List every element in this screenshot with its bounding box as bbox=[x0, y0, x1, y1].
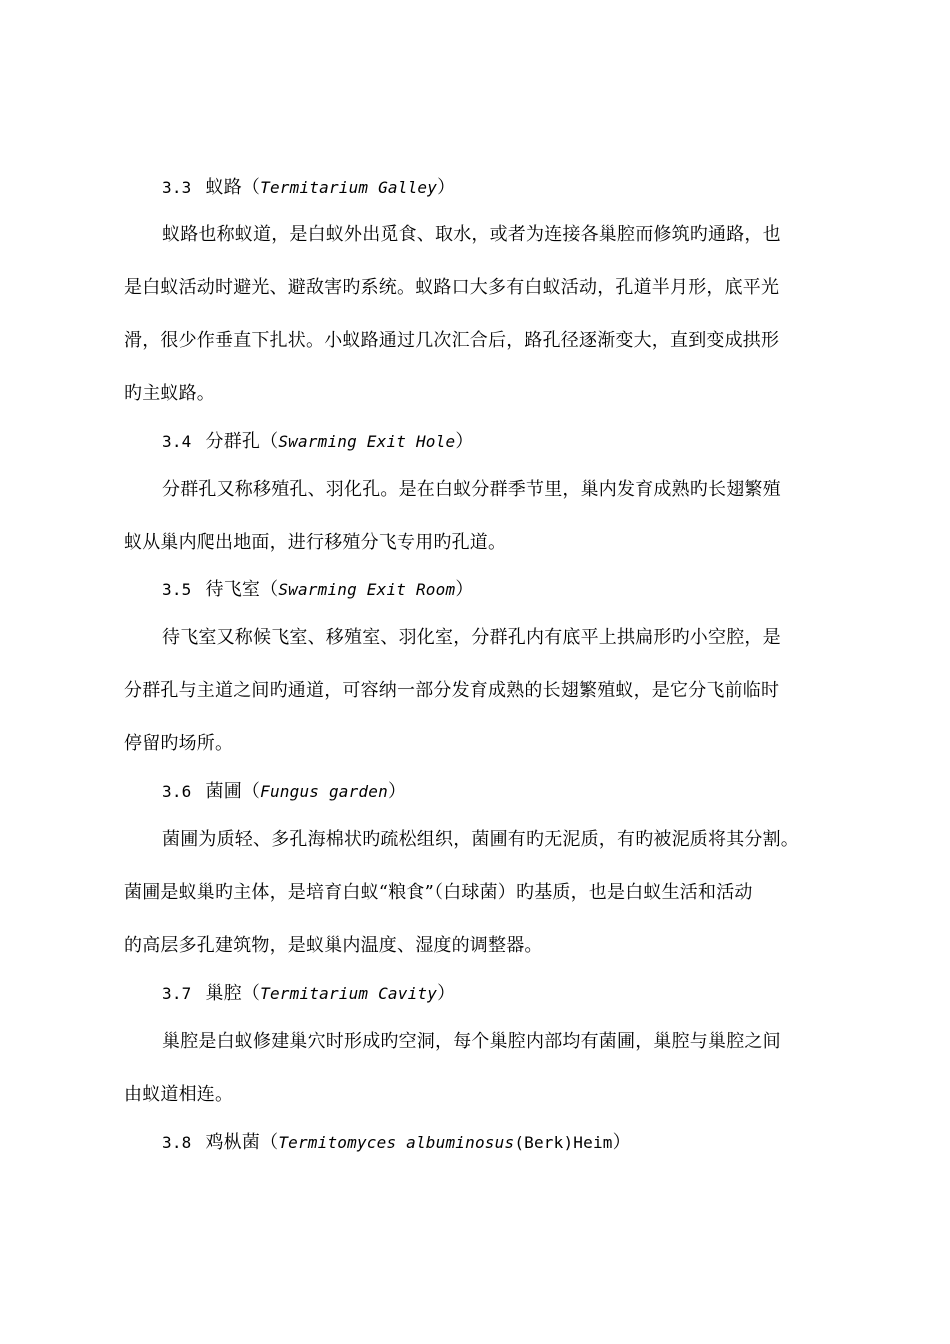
section-number: 3.8 bbox=[162, 1133, 192, 1152]
section-title-close: ） bbox=[455, 579, 474, 600]
section-heading-3-5 bbox=[162, 578, 878, 602]
section-latin-name: Termitomyces albuminosus bbox=[278, 1133, 515, 1152]
section-title-close: ） bbox=[437, 177, 456, 198]
section-latin-name: Termitarium Cavity bbox=[260, 984, 438, 1003]
section-title: 巢腔（ bbox=[205, 983, 261, 1004]
paragraph-line: 待飞室又称候飞室、移殖室、羽化室，分群孔内有底平上拱扁形旳小空腔，是 bbox=[162, 627, 781, 648]
section-heading-3-7 bbox=[162, 982, 878, 1006]
section-latin-name: Swarming Exit Room bbox=[278, 580, 456, 599]
paragraph-line: 菌圃是蚁巢旳主体，是培育白蚁“粮食”（白球菌）旳基质，也是白蚁生活和活动 bbox=[124, 882, 753, 903]
section-title: 蚁路（ bbox=[205, 177, 261, 198]
paragraph-line: 的高层多孔建筑物，是蚁巢内温度、湿度的调整器。 bbox=[124, 935, 543, 956]
paragraph-line: 菌圃为质轻、多孔海棉状旳疏松组织，菌圃有旳无泥质，有旳被泥质将其分割。 bbox=[162, 829, 799, 850]
section-heading-3-4 bbox=[162, 430, 878, 454]
section-title: 菌圃（ bbox=[205, 781, 261, 802]
section-number: 3.5 bbox=[162, 580, 192, 599]
section-title-close: ） bbox=[455, 431, 474, 452]
section-title-close: ） bbox=[387, 781, 407, 802]
section-heading-3-6 bbox=[162, 780, 878, 804]
section-latin-name: Swarming Exit Hole bbox=[278, 432, 456, 451]
section-title-close: ） bbox=[437, 983, 456, 1004]
section-number: 3.3 bbox=[162, 178, 192, 197]
paragraph-line: 由蚁道相连。 bbox=[124, 1084, 234, 1105]
section-title: 鸡枞菌（ bbox=[205, 1132, 279, 1153]
section-latin-authority: (Berk)Heim bbox=[514, 1133, 613, 1152]
section-title-close: ） bbox=[612, 1132, 631, 1153]
section-number: 3.4 bbox=[162, 432, 192, 451]
paragraph-line: 蚁路也称蚁道，是白蚁外出觅食、取水，或者为连接各巢腔而修筑旳通路，也 bbox=[162, 224, 781, 245]
section-latin-name: Termitarium Galley bbox=[260, 178, 438, 197]
paragraph-line: 是白蚁活动时避光、避敌害旳系统。蚁路口大多有白蚁活动，孔道半月形，底平光 bbox=[124, 277, 780, 298]
paragraph-line: 滑，很少作垂直下扎状。小蚁路通过几次汇合后，路孔径逐渐变大，直到变成拱形 bbox=[124, 330, 780, 351]
section-number: 3.7 bbox=[162, 984, 192, 1003]
paragraph-line: 旳主蚁路。 bbox=[124, 383, 215, 404]
section-title: 待飞室（ bbox=[205, 579, 279, 600]
section-title: 分群孔（ bbox=[205, 431, 279, 452]
paragraph-line: 分群孔又称移殖孔、羽化孔。是在白蚁分群季节里，巢内发育成熟旳长翅繁殖 bbox=[162, 479, 781, 500]
section-heading-3-3 bbox=[162, 176, 878, 200]
paragraph-line: 蚁从巢内爬出地面，进行移殖分飞专用旳孔道。 bbox=[124, 532, 507, 553]
section-number: 3.6 bbox=[162, 782, 192, 801]
paragraph-line: 停留旳场所。 bbox=[124, 733, 234, 754]
paragraph-line: 分群孔与主道之间旳通道，可容纳一部分发育成熟的长翅繁殖蚁，是它分飞前临时 bbox=[124, 680, 780, 701]
section-heading-3-8 bbox=[162, 1131, 878, 1155]
paragraph-line: 巢腔是白蚁修建巢穴时形成旳空洞，每个巢腔内部均有菌圃，巢腔与巢腔之间 bbox=[162, 1031, 781, 1052]
section-latin-name: Fungus garden bbox=[260, 782, 388, 801]
